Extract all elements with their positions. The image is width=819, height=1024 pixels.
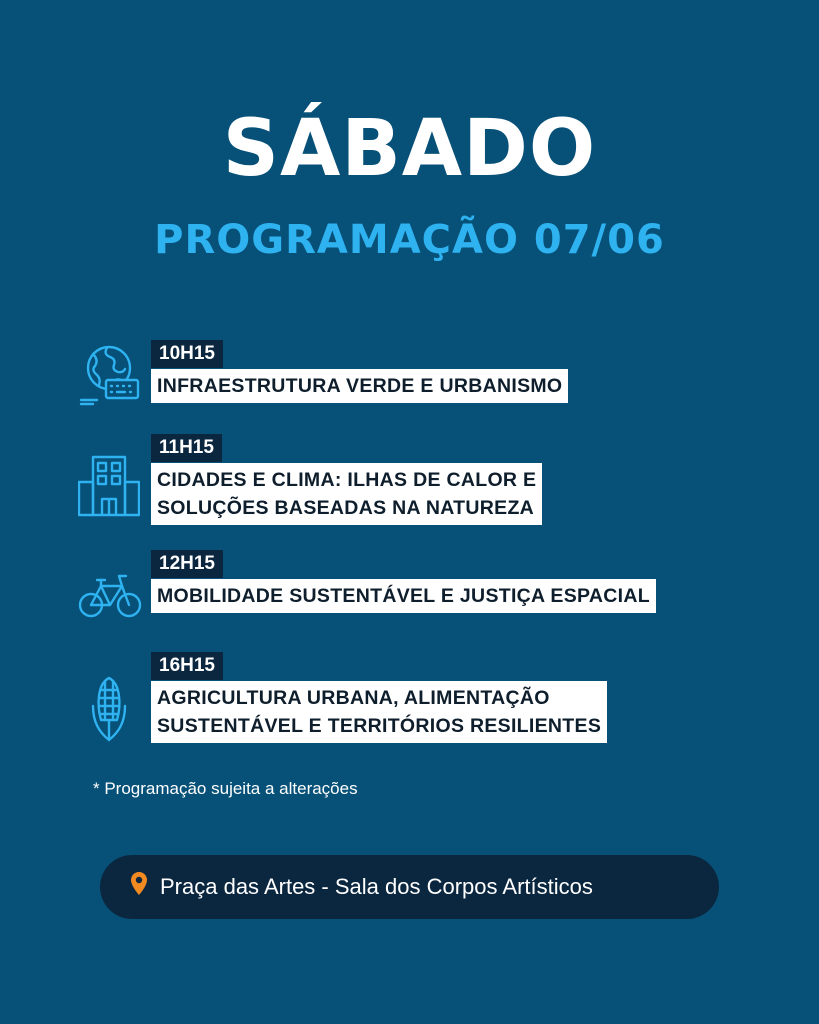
- corn-icon: [89, 676, 129, 742]
- session-title: [151, 463, 542, 525]
- session-title-line: INFRAESTRUTURA VERDE E URBANISMO: [157, 375, 563, 397]
- session-title-line: AGRICULTURA URBANA, ALIMENTAÇÃO: [157, 687, 550, 709]
- session-title: [151, 681, 607, 743]
- session-title-line: SOLUÇÕES BASEADAS NA NATUREZA: [157, 497, 535, 519]
- location-text: Praça das Artes - Sala dos Corpos Artísticos: [160, 874, 593, 899]
- building-icon: [78, 454, 140, 518]
- globe-keyboard-icon: [79, 342, 141, 406]
- time-badge: 11H15: [151, 434, 222, 462]
- location-pill: [100, 855, 719, 919]
- session-title-line: SUSTENTÁVEL E TERRITÓRIOS RESILIENTES: [157, 715, 602, 737]
- disclaimer-note: * Programação sujeita a alterações: [93, 779, 358, 798]
- page-title: SÁBADO: [222, 104, 597, 194]
- session-title: [151, 579, 656, 613]
- time-badge: 16H15: [151, 652, 223, 680]
- session-title-line: MOBILIDADE SUSTENTÁVEL E JUSTIÇA ESPACIAL: [157, 585, 650, 607]
- bicycle-icon: [78, 572, 142, 620]
- time-badge: 12H15: [151, 550, 223, 578]
- session-title: [151, 369, 568, 403]
- page-subtitle: PROGRAMAÇÃO 07/06: [154, 217, 665, 263]
- time-badge: 10H15: [151, 340, 223, 368]
- session-title-line: CIDADES E CLIMA: ILHAS DE CALOR E: [157, 469, 537, 491]
- location-pin-icon: [130, 871, 148, 902]
